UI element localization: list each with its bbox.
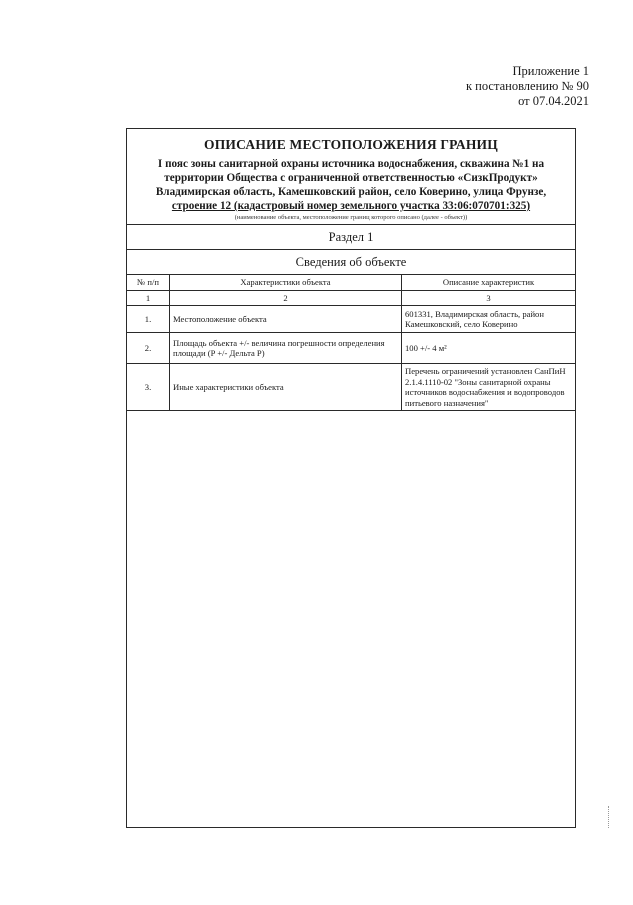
document-title: ОПИСАНИЕ МЕСТОПОЛОЖЕНИЯ ГРАНИЦ	[204, 137, 498, 152]
annex-line-1: Приложение 1	[512, 64, 589, 78]
header-number: № п/п	[127, 275, 170, 290]
object-name-line-2: территории Общества с ограниченной ответственностью «СизкПродукт»	[164, 172, 538, 184]
column-number-2: 2	[170, 290, 402, 306]
annex-line-3: от 07.04.2021	[518, 94, 589, 108]
row-number: 1.	[127, 306, 170, 333]
object-name-line-4: строение 12 (кадастровый номер земельного участка 33:06:070701:325)	[171, 200, 531, 212]
column-number-row	[127, 290, 575, 306]
row-description: 100 +/- 4 м²	[402, 333, 576, 364]
annex-line-2: к постановлению № 90	[465, 79, 589, 93]
column-number-1: 1	[127, 290, 170, 306]
document-header	[127, 129, 575, 225]
column-number-3: 3	[402, 290, 576, 306]
header-characteristic: Характеристики объекта	[170, 275, 402, 290]
characteristics-table	[127, 275, 575, 411]
row-number: 2.	[127, 333, 170, 364]
table-row	[127, 333, 575, 364]
row-description: Перечень ограничений установлен СанПиН 2.1.4.1110-02 "Зоны санитарной охраны источников водоснабжения и водопроводов питьевого назначения"	[402, 364, 576, 411]
section-title: Раздел 1	[127, 225, 575, 250]
row-characteristic: Площадь объекта +/- величина погрешности определения площади (P +/- Дельта P)	[170, 333, 402, 364]
table-row	[127, 306, 575, 333]
table-row	[127, 364, 575, 411]
header-description: Описание характеристик	[402, 275, 576, 290]
document-frame	[126, 128, 576, 828]
annex-block	[466, 64, 589, 109]
row-characteristic: Местоположение объекта	[170, 306, 402, 333]
row-number: 3.	[127, 364, 170, 411]
object-name-line-3: Владимирская область, Камешковский район, село Коверино, улица Фрунзе,	[155, 186, 547, 198]
object-name-line-1: I пояс зоны санитарной охраны источника водоснабжения, скважина №1 на	[157, 158, 545, 170]
scan-margin-mark	[608, 806, 611, 828]
object-name	[131, 157, 571, 213]
section-subtitle: Сведения об объекте	[127, 250, 575, 275]
row-description: 601331, Владимирская область, район Камешковский, село Коверино	[402, 306, 576, 333]
table-header-row	[127, 275, 575, 290]
object-caption: (наименование объекта, местоположение границ которого описано (далее - объект))	[234, 214, 468, 221]
row-characteristic: Иные характеристики объекта	[170, 364, 402, 411]
